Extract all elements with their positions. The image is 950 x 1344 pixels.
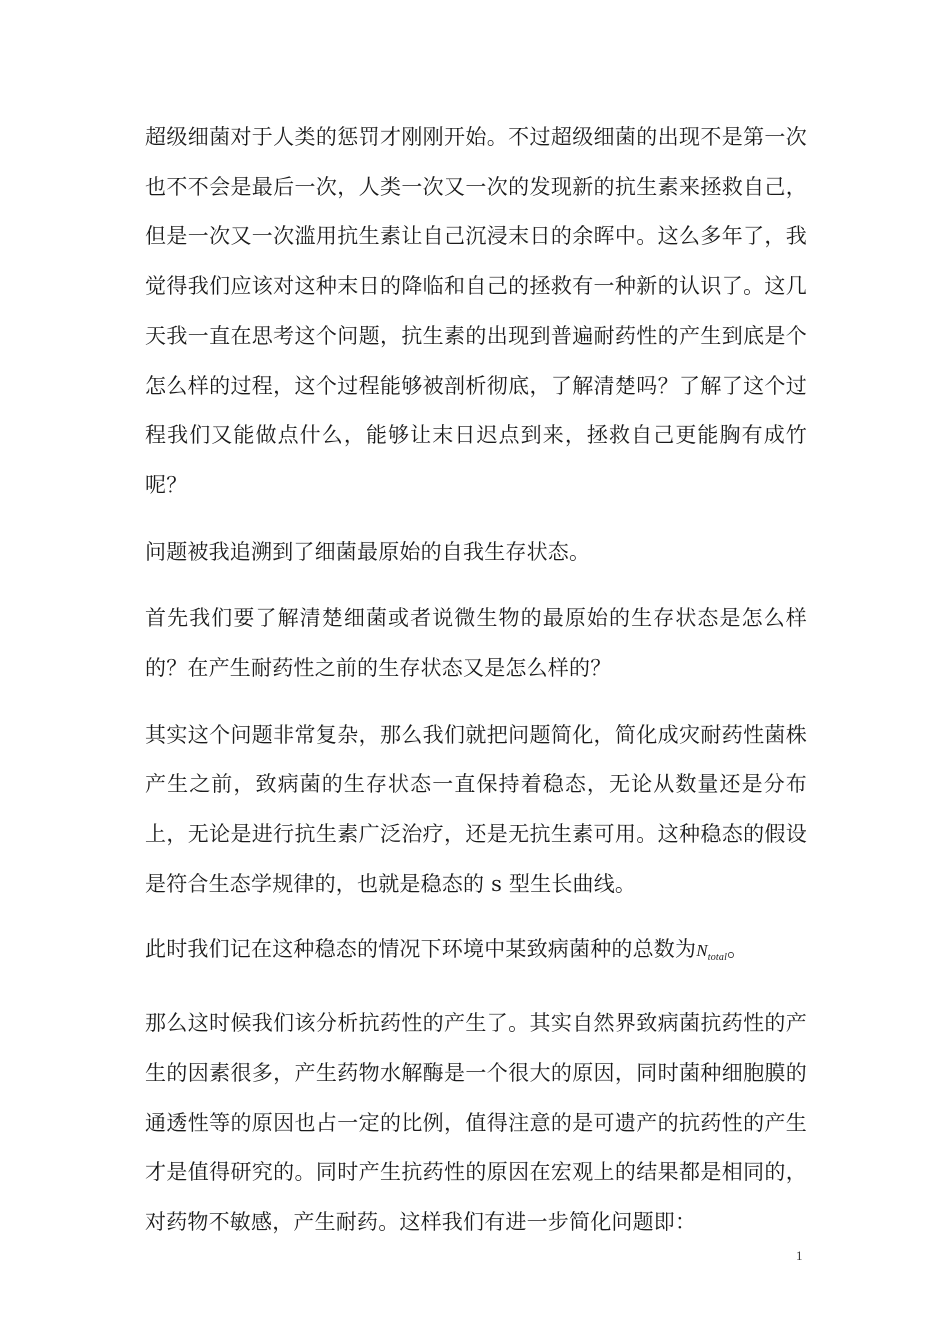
symbol-subscript: total [707, 951, 728, 963]
paragraph-survival-state: 首先我们要了解清楚细菌或者说微生物的最原始的生存状态是怎么样的？在产生耐药性之前的生存状态又是怎么样的？ [145, 606, 807, 681]
paragraph-resistance: 那么这时候我们该分析抗药性的产生了。其实自然界致病菌抗药性的产生的因素很多，产生药物水解酶是一个很大的原因，同时菌种细胞膜的通透性等的原因也占一定的比例，值得注意的是可遗产的抗药性的产生才是值得研究的。同时产生抗药性的原因在宏观上的结果都是相同的，对药物不敏感，产生耐药。这样我们有进一步简化问题即： [145, 1011, 807, 1235]
page-number: 1 [796, 1248, 803, 1263]
paragraph-total-count [145, 925, 807, 983]
symbol-main: N [696, 940, 708, 960]
paragraph-steady-state: 其实这个问题非常复杂，那么我们就把问题简化，简化成灾耐药性菌株产生之前，致病菌的生存状态一直保持着稳态，无论从数量还是分布上，无论是进行抗生素广泛治疗，还是无抗生素可用。这种稳态的假设是符合生态学规律的，也就是稳态的 s 型生长曲线。 [145, 722, 807, 896]
paragraph-intro: 超级细菌对于人类的惩罚才刚刚开始。不过超级细菌的出现不是第一次也不不会是最后一次，人类一次又一次的发现新的抗生素来拯救自己，但是一次又一次滥用抗生素让自己沉浸末日的余晖中。这么多年了，我觉得我们应该对这种末日的降临和自己的拯救有一种新的认识了。这几天我一直在思考这个问题，抗生素的出现到普遍耐药性的产生到底是个怎么样的过程，这个过程能够被剖析彻底，了解清楚吗？了解了这个过程我们又能做点什么，能够让末日迟点到来，拯救自己更能胸有成竹呢？ [145, 125, 807, 497]
total-count-ending: 。 [727, 936, 749, 961]
document-body [145, 113, 807, 1248]
n-total-symbol [696, 940, 728, 963]
paragraph-origin: 问题被我追溯到了细菌最原始的自我生存状态。 [145, 539, 591, 564]
total-count-text: 此时我们记在这种稳态的情况下环境中某致病菌种的总数为 [145, 936, 697, 961]
